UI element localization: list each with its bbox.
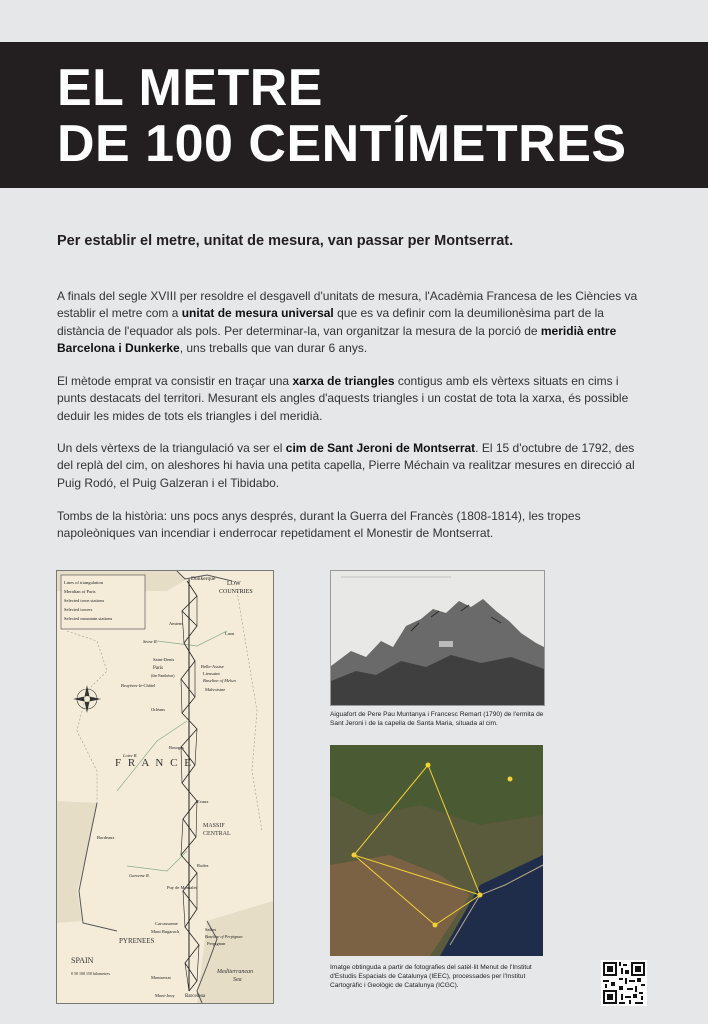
svg-text:Paris: Paris <box>153 666 163 671</box>
paragraph-2: El mètode emprat va consistir en traçar una xarxa de triangles contigus amb els vèrtexs situats en cims i punts destacats del territori. Mesurant els angles d'aquests triangles i un costat de tota la xarxa, és possible deduir les mides de tots els triangles i del meridià. <box>57 374 629 423</box>
svg-text:Saint-Denis: Saint-Denis <box>153 657 175 662</box>
svg-text:LOW: LOW <box>227 581 241 587</box>
paragraph-1: A finals del segle XVIII per resoldre el desgavell d'unitats de mesura, l'Acadèmia Francesa de les Ciències va establir el metre com a unitat de mesura universal que es va definir com la deumilionèsima part de la distància de l'equador als pols. Per determinar-la, van organitzar la mesura de la porció de meridià entre Barcelona i Dunkerke, uns treballs que van durar 6 anys. <box>57 289 638 356</box>
satellite-caption: Imatge obtinguda a partir de fotografies del satèl·lit Menut de l'Institut d'Estudis Espacials de Catalunya (IEEC), processades per l'Institut Cartogràfic i Geològic de Catalunya (ICGC). <box>330 964 532 989</box>
svg-text:Laon: Laon <box>225 631 235 636</box>
etching-image <box>330 570 545 706</box>
svg-text:Baseline of Perpignan: Baseline of Perpignan <box>205 934 243 939</box>
svg-text:(the Panthéon): (the Panthéon) <box>151 673 175 678</box>
svg-text:Mediterranean: Mediterranean <box>217 969 253 975</box>
title-line-2: DE 100 CENTÍMETRES <box>57 115 627 173</box>
meridian-map <box>56 570 274 1004</box>
legend-item-2: Meridian of Paris <box>64 589 96 594</box>
svg-text:Barcelona: Barcelona <box>185 994 206 999</box>
svg-text:0 50 100 150 kilometres: 0 50 100 150 kilometres <box>71 971 110 976</box>
svg-text:Baseline of Melun: Baseline of Melun <box>203 678 236 683</box>
svg-text:Dunkerque: Dunkerque <box>191 576 216 582</box>
svg-text:Carcassonne: Carcassonne <box>155 921 178 926</box>
svg-text:Garonne R.: Garonne R. <box>129 873 150 878</box>
svg-text:Malvoisine: Malvoisine <box>205 687 226 692</box>
svg-text:Bourges: Bourges <box>169 745 184 750</box>
svg-text:Sea: Sea <box>233 977 242 983</box>
legend-item-3: Selected town stations <box>64 598 105 603</box>
svg-text:Perpignan: Perpignan <box>207 941 226 946</box>
svg-text:Montserrat: Montserrat <box>151 975 171 980</box>
svg-text:Orléans: Orléans <box>151 707 165 712</box>
svg-text:Belle-Assise: Belle-Assise <box>201 664 224 669</box>
legend-item-1: Lines of triangulation <box>64 580 103 585</box>
svg-text:Seine R.: Seine R. <box>143 639 158 644</box>
subtitle: Per establir el metre, unitat de mesura, van passar per Montserrat. <box>57 233 514 249</box>
svg-text:Amiens: Amiens <box>169 621 183 626</box>
svg-text:Mont-Jouy: Mont-Jouy <box>155 993 175 998</box>
svg-text:Bordeaux: Bordeaux <box>97 835 115 840</box>
satellite-image <box>330 745 543 956</box>
svg-text:Mont Bugarach: Mont Bugarach <box>151 929 180 934</box>
svg-text:Loire R.: Loire R. <box>123 753 138 758</box>
svg-text:Rodez: Rodez <box>197 863 209 868</box>
svg-text:SPAIN: SPAIN <box>71 956 94 965</box>
svg-text:MASSIF: MASSIF <box>203 823 225 829</box>
svg-text:Lieusaint: Lieusaint <box>203 671 220 676</box>
svg-text:CENTRAL: CENTRAL <box>203 831 231 837</box>
paragraph-3: Un dels vèrtexs de la triangulació va ser el cim de Sant Jeroni de Montserrat. El 15 d'octubre de 1792, des del replà del cim, on aleshores hi havia una petita capella, Pierre Méchain va realitzar mesures en direcció al Puig Rodó, el Puig Galzeran i el Tibidabo. <box>57 441 635 490</box>
etching-caption: Aiguafort de Pere Pau Muntanya i Francesc Remart (1790) de l'ermita de Sant Jeroni i de la capella de Santa Maria, situada al cim. <box>330 711 544 727</box>
legend-item-4: Selected towers <box>64 607 93 612</box>
svg-text:Evaux: Evaux <box>197 799 209 804</box>
svg-text:F R A N C E: F R A N C E <box>115 757 193 769</box>
svg-text:PYRENEES: PYRENEES <box>119 937 155 945</box>
legend-item-5: Selected mountain stations <box>64 616 113 621</box>
title-line-1: EL METRE <box>57 59 323 117</box>
svg-text:COUNTRIES: COUNTRIES <box>219 589 253 595</box>
page-title <box>57 60 627 172</box>
title-banner <box>0 42 708 188</box>
svg-text:Bruyères-le-Châtel: Bruyères-le-Châtel <box>121 683 156 688</box>
qr-code[interactable] <box>601 960 647 1006</box>
svg-text:Salses: Salses <box>205 927 217 932</box>
svg-text:Puy de Montalet: Puy de Montalet <box>167 885 197 890</box>
paragraph-4: Tombs de la història: uns pocs anys després, durant la Guerra del Francès (1808-1814), les tropes napoleòniques van incendiar i enderrocar repetidament el Monestir de Montserrat. <box>57 509 581 541</box>
